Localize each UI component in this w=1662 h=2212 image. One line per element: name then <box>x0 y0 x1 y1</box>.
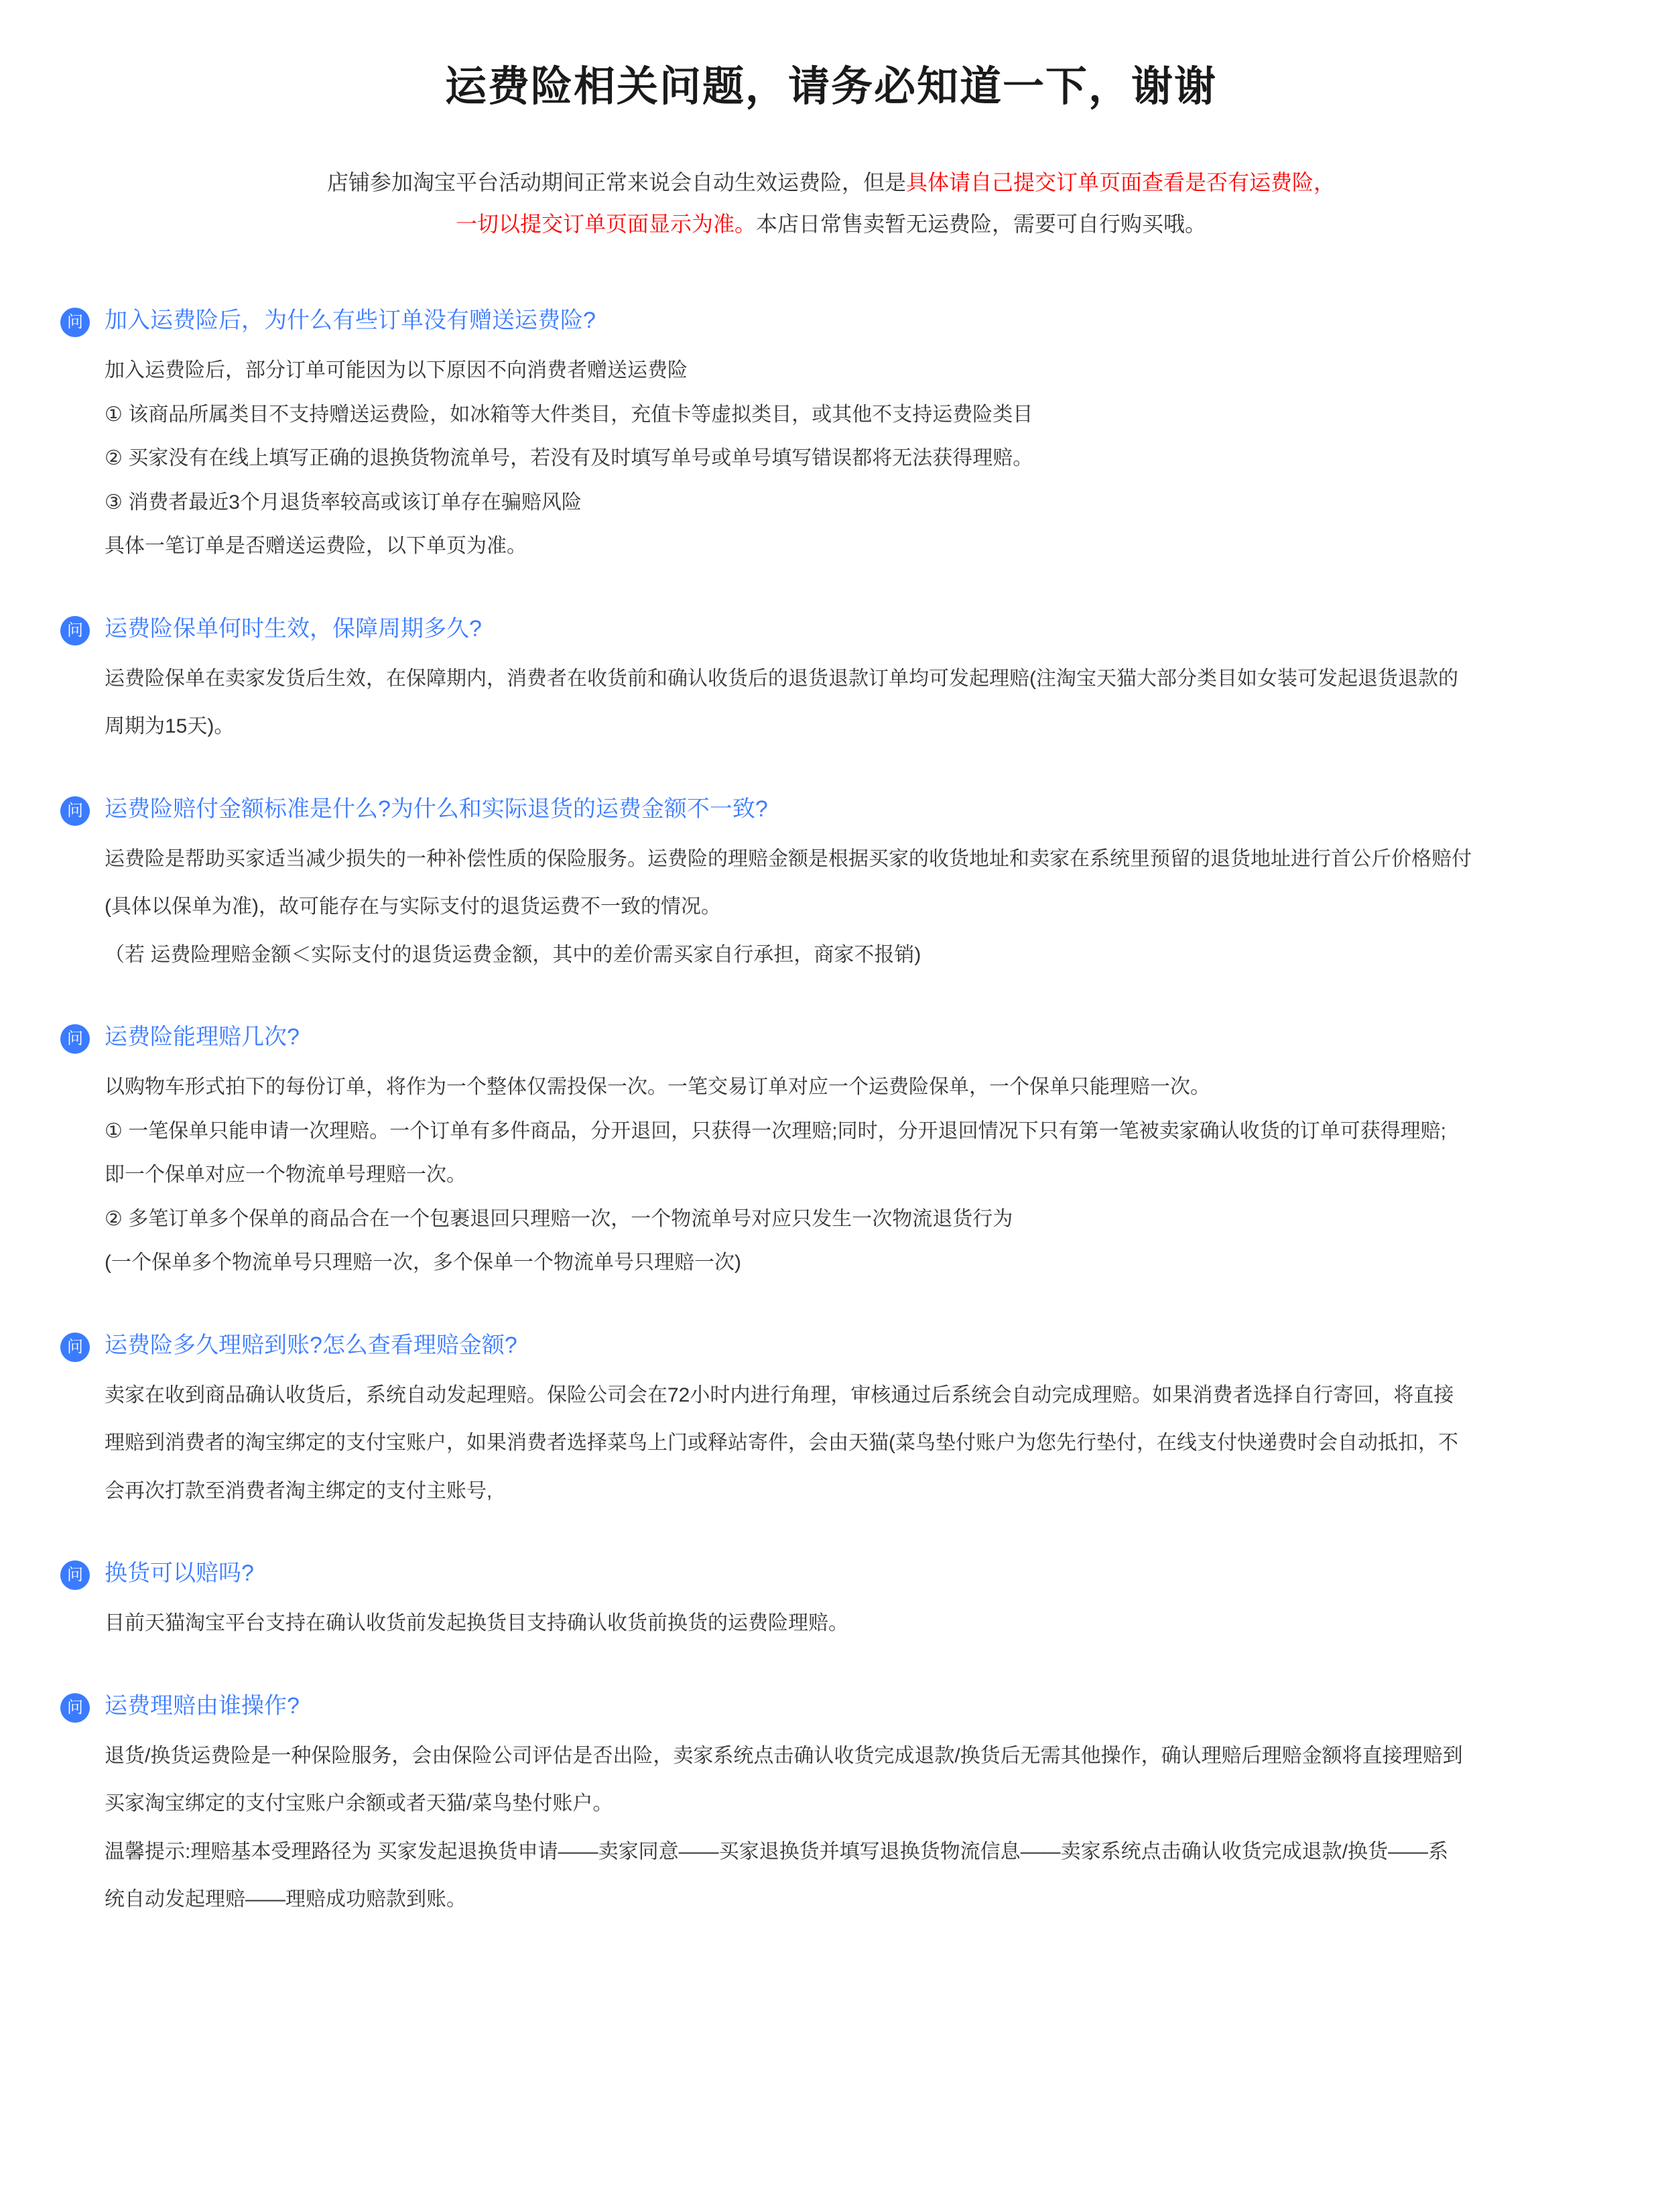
qa-item-1 <box>60 305 1602 565</box>
qa-answer-line: ① 该商品所属类目不支持赠送运费险，如冰箱等大件类目，充值卡等虚拟类目，或其他不支持运费险类目 <box>105 403 1033 426</box>
qa-answer-line: 周期为15天)。 <box>105 715 235 738</box>
qa-question-row <box>60 1691 1602 1723</box>
intro-highlight-2: 一切以提交订单页面显示为准。 <box>455 211 756 236</box>
question-badge-icon: 问 <box>60 1560 90 1590</box>
qa-answer-line: 加入运费险后，部分订单可能因为以下原因不向消费者赠送运费险 <box>105 359 688 382</box>
qa-answer-line: 以购物车形式拍下的每份订单，将作为一个整体仅需投保一次。一笔交易订单对应一个运费险保单，一个保单只能理赔一次。 <box>105 1076 1210 1099</box>
question-badge-icon: 问 <box>60 1693 90 1723</box>
qa-item-2 <box>60 613 1602 745</box>
question-badge-icon: 问 <box>60 1333 90 1362</box>
qa-answer-line: 买家淘宝绑定的支付宝账户余额或者天猫/菜鸟垫付账户。 <box>105 1792 613 1815</box>
qa-question-text: 换货可以赔吗? <box>105 1560 254 1587</box>
qa-answer-body <box>60 660 1602 745</box>
qa-answer-body <box>60 1377 1602 1510</box>
qa-item-5 <box>60 1330 1602 1510</box>
qa-answer-line: 运费险保单在卖家发货后生效，在保障期内，消费者在收货前和确认收货后的退货退款订单均可发起理赔(注淘宝天猫大部分类目如女装可发起退货退款的 <box>105 667 1458 690</box>
qa-item-3 <box>60 794 1602 974</box>
qa-item-6 <box>60 1558 1602 1642</box>
qa-answer-body <box>60 1737 1602 1918</box>
qa-answer-line: (一个保单多个物流单号只理赔一次，多个保单一个物流单号只理赔一次) <box>105 1251 741 1274</box>
qa-question-row <box>60 1022 1602 1054</box>
qa-answer-body <box>60 352 1602 565</box>
qa-answer-line: 温馨提示:理赔基本受理路径为 买家发起退换货申请——卖家同意——买家退换货并填写退换货物流信息——卖家系统点击确认收货完成退款/换货——系 <box>105 1840 1449 1863</box>
qa-answer-body <box>60 1605 1602 1642</box>
qa-question-text: 运费险多久理赔到账?怎么查看理赔金额? <box>105 1332 517 1358</box>
qa-question-row <box>60 1558 1602 1590</box>
qa-question-text: 加入运费险后，为什么有些订单没有赠送运费险? <box>105 308 596 334</box>
question-badge-icon: 问 <box>60 308 90 337</box>
qa-item-7 <box>60 1691 1602 1918</box>
qa-answer-body <box>60 1068 1602 1282</box>
qa-answer-line: 统自动发起理赔——理赔成功赔款到账。 <box>105 1888 466 1911</box>
page-title: 运费险相关问题，请务必知道一下，谢谢 <box>444 64 1217 110</box>
qa-answer-line: ③ 消费者最近3个月退货率较高或该订单存在骗赔风险 <box>105 491 582 513</box>
qa-answer-line: （若 运费险理赔金额＜实际支付的退货运费金额，其中的差价需买家自行承担，商家不报销) <box>105 943 921 966</box>
qa-answer-line: ① 一笔保单只能申请一次理赔。一个订单有多件商品，分开退回，只获得一次理赔;同时，分开退回情况下只有第一笔被卖家确认收货的订单可获得理赔; <box>105 1119 1446 1142</box>
qa-question-text: 运费险保单何时生效，保障周期多久? <box>105 615 482 641</box>
qa-answer-body <box>60 841 1602 974</box>
qa-question-text: 运费理赔由谁操作? <box>105 1693 300 1719</box>
qa-question-row <box>60 305 1602 337</box>
qa-question-row <box>60 1330 1602 1362</box>
intro-highlight-1: 具体请自己提交订单页面查看是否有运费险， <box>906 170 1336 194</box>
qa-question-row <box>60 794 1602 826</box>
intro-text-part1: 店铺参加淘宝平台活动期间正常来说会自动生效运费险，但是 <box>326 170 906 194</box>
qa-answer-line: ② 多笔订单多个保单的商品合在一个包裹退回只理赔一次，一个物流单号对应只发生一次物流退货行为 <box>105 1207 1013 1230</box>
qa-answer-line: 运费险是帮助买家适当减少损失的一种补偿性质的保险服务。运费险的理赔金额是根据买家的收货地址和卖家在系统里预留的退货地址进行首公斤价格赔付 <box>105 847 1472 870</box>
question-badge-icon: 问 <box>60 616 90 646</box>
qa-answer-line: 即一个保单对应一个物流单号理赔一次。 <box>105 1164 466 1186</box>
question-badge-icon: 问 <box>60 1024 90 1054</box>
question-badge-icon: 问 <box>60 796 90 826</box>
qa-answer-line: 卖家在收到商品确认收货后，系统自动发起理赔。保险公司会在72小时内进行角理，审核通过后系统会自动完成理赔。如果消费者选择自行寄回，将直接 <box>105 1384 1454 1406</box>
intro-paragraph <box>194 162 1468 245</box>
qa-answer-line: 会再次打款至消费者淘主绑定的支付主账号, <box>105 1479 493 1502</box>
qa-answer-line: ② 买家没有在线上填写正确的退换货物流单号，若没有及时填写单号或单号填写错误都将无法获得理赔。 <box>105 447 1033 470</box>
qa-answer-line: 退货/换货运费险是一种保险服务，会由保险公司评估是否出险，卖家系统点击确认收货完成退款/换货后无需其他操作，确认理赔后理赔金额将直接理赔到 <box>105 1744 1463 1767</box>
intro-text-part2: 本店日常售卖暂无运费险，需要可自行购买哦。 <box>756 211 1207 236</box>
qa-answer-line: 目前天猫淘宝平台支持在确认收货前发起换货目支持确认收货前换货的运费险理赔。 <box>105 1612 848 1635</box>
qa-question-row <box>60 613 1602 646</box>
qa-answer-line: (具体以保单为准)，故可能存在与实际支付的退货运费不一致的情况。 <box>105 896 721 918</box>
qa-question-text: 运费险赔付金额标准是什么?为什么和实际退货的运费金额不一致? <box>105 796 768 822</box>
qa-item-4 <box>60 1022 1602 1282</box>
qa-question-text: 运费险能理赔几次? <box>105 1024 300 1050</box>
qa-answer-line: 具体一笔订单是否赠送运费险，以下单页为准。 <box>105 535 527 558</box>
qa-answer-line: 理赔到消费者的淘宝绑定的支付宝账户，如果消费者选择菜鸟上门或释站寄件，会由天猫(菜鸟垫付账户为您先行垫付，在线支付快递费时会自动抵扣，不 <box>105 1432 1458 1455</box>
